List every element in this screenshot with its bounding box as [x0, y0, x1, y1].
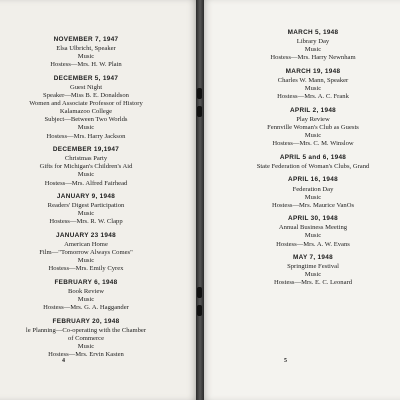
entry-date: NOVEMBER 7, 1947 [53, 36, 119, 43]
program-entry [0, 279, 186, 312]
entry-line: Music [77, 343, 95, 351]
left-page-program [0, 0, 194, 400]
entry-line: Library Day [296, 38, 330, 46]
entry-line: Charles W. Mann, Speaker [277, 76, 349, 84]
entry-date: DECEMBER 5, 1947 [53, 74, 119, 82]
entry-line: Film—"Tomorrow Always Comes" [39, 249, 133, 257]
program-entry [0, 36, 186, 69]
entry-line: Elsa Ulbricht, Speaker [56, 45, 116, 53]
entry-line: Music [77, 210, 95, 218]
entry-line: Hostess—Mrs. G. A. Haggander [43, 304, 129, 312]
entry-line: Subject—Between Two Worlds [44, 116, 128, 124]
entry-line: Hostess—Mrs. Maurice VanOs [271, 201, 355, 209]
entry-line: Music [77, 53, 95, 61]
entry-line: Play Review [296, 115, 330, 123]
entry-date: DECEMBER 19,1947 [52, 146, 120, 154]
entry-line: Hostess—Mrs. R. W. Clapp [49, 218, 123, 226]
entry-line: Kalamazoo College [59, 108, 113, 116]
entry-date: APRIL 5 and 6, 1948 [279, 153, 347, 161]
entry-line: Hostess—Mrs. A. W. Evans [276, 240, 350, 248]
entry-line: Music [304, 271, 322, 279]
entry-line: Hostess—Mrs. Alfred Fairhead [44, 179, 128, 187]
right-page-program [204, 0, 400, 400]
entry-line: American Home [64, 241, 108, 249]
entry-date: MAY 7, 1948 [293, 254, 333, 262]
entry-line: Hostess—Mrs. Ervin Kasten [48, 351, 124, 359]
entry-line: Hostess—Mrs. C. M. Winslow [272, 140, 354, 148]
entry-line: Gifts for Michigan's Children's Aid [39, 163, 133, 171]
entry-line: State Federation of Woman's Clubs, Grand [256, 162, 370, 170]
entry-line: Music [77, 171, 95, 179]
book-gutter [196, 0, 204, 400]
program-entry [214, 68, 400, 101]
entry-line: of Commerce [67, 335, 105, 342]
entry-date: MARCH 19, 1948 [285, 67, 341, 75]
program-entry [0, 232, 186, 273]
entry-line: Music [304, 85, 322, 93]
entry-line: Music [77, 296, 95, 304]
entry-line: Federation Day [292, 185, 334, 193]
entry-date: JANUARY 9, 1948 [56, 193, 116, 201]
entry-date: APRIL 16, 1948 [288, 176, 338, 184]
entry-line: Music [304, 232, 322, 240]
entry-date: MARCH 5, 1948 [287, 29, 339, 36]
program-entry [0, 193, 186, 226]
entry-line: Springtime Festival [287, 263, 339, 271]
staple [197, 287, 202, 298]
entry-line: Book Review [67, 288, 105, 296]
entry-date: APRIL 30, 1948 [288, 215, 338, 223]
entry-line: Hostess—Mrs. E. C. Leonard [273, 279, 353, 287]
left-page-number: 4 [62, 358, 65, 364]
entry-line: Speaker—Miss B. E. Donaldson [43, 92, 129, 100]
program-entry [214, 107, 400, 148]
entry-line: Hostess—Mrs. H. W. Plain [50, 61, 122, 69]
program-entry [0, 146, 186, 187]
right-page [200, 0, 400, 400]
entry-date: FEBRUARY 6, 1948 [54, 278, 118, 286]
entry-line: Music [304, 193, 322, 201]
entry-line: Readers' Digest Participation [47, 202, 125, 210]
entry-date: FEBRUARY 20, 1948 [52, 317, 120, 325]
staple [197, 305, 202, 316]
entry-line: Hostess—Mrs. A. C. Frank [277, 93, 349, 101]
entry-line: Music [77, 124, 95, 132]
program-entry [214, 29, 400, 62]
entry-line: Music [304, 132, 322, 140]
program-entry [214, 254, 400, 287]
entry-line: Annual Business Meeting [278, 224, 348, 232]
entry-line: Hostess—Mrs. Emily Cyrex [48, 265, 124, 273]
entry-line: Hostess—Mrs. Harry Jackson [46, 132, 126, 140]
entry-date: APRIL 2, 1948 [289, 106, 337, 114]
program-entry [214, 154, 400, 171]
entry-line: Music [304, 46, 322, 54]
staple [197, 106, 202, 117]
program-entry [0, 318, 186, 359]
entry-line: Christmas Party [64, 155, 108, 163]
entry-date: JANUARY 23 1948 [56, 231, 116, 239]
staple [197, 88, 202, 99]
entry-line: Guest Night [69, 83, 103, 91]
entry-line: Hostess—Mrs. Harry Newnham [270, 54, 356, 62]
program-entry [0, 75, 186, 141]
entry-line: Women and Associate Professor of History [29, 100, 143, 108]
program-entry [214, 215, 400, 248]
entry-line: le Planning—Co-operating with the Chamber [25, 326, 147, 334]
entry-line: Music [77, 257, 95, 265]
entry-line: Fennville Woman's Club as Guests [267, 123, 359, 131]
right-page-number: 5 [284, 358, 287, 364]
program-entry [214, 176, 400, 209]
